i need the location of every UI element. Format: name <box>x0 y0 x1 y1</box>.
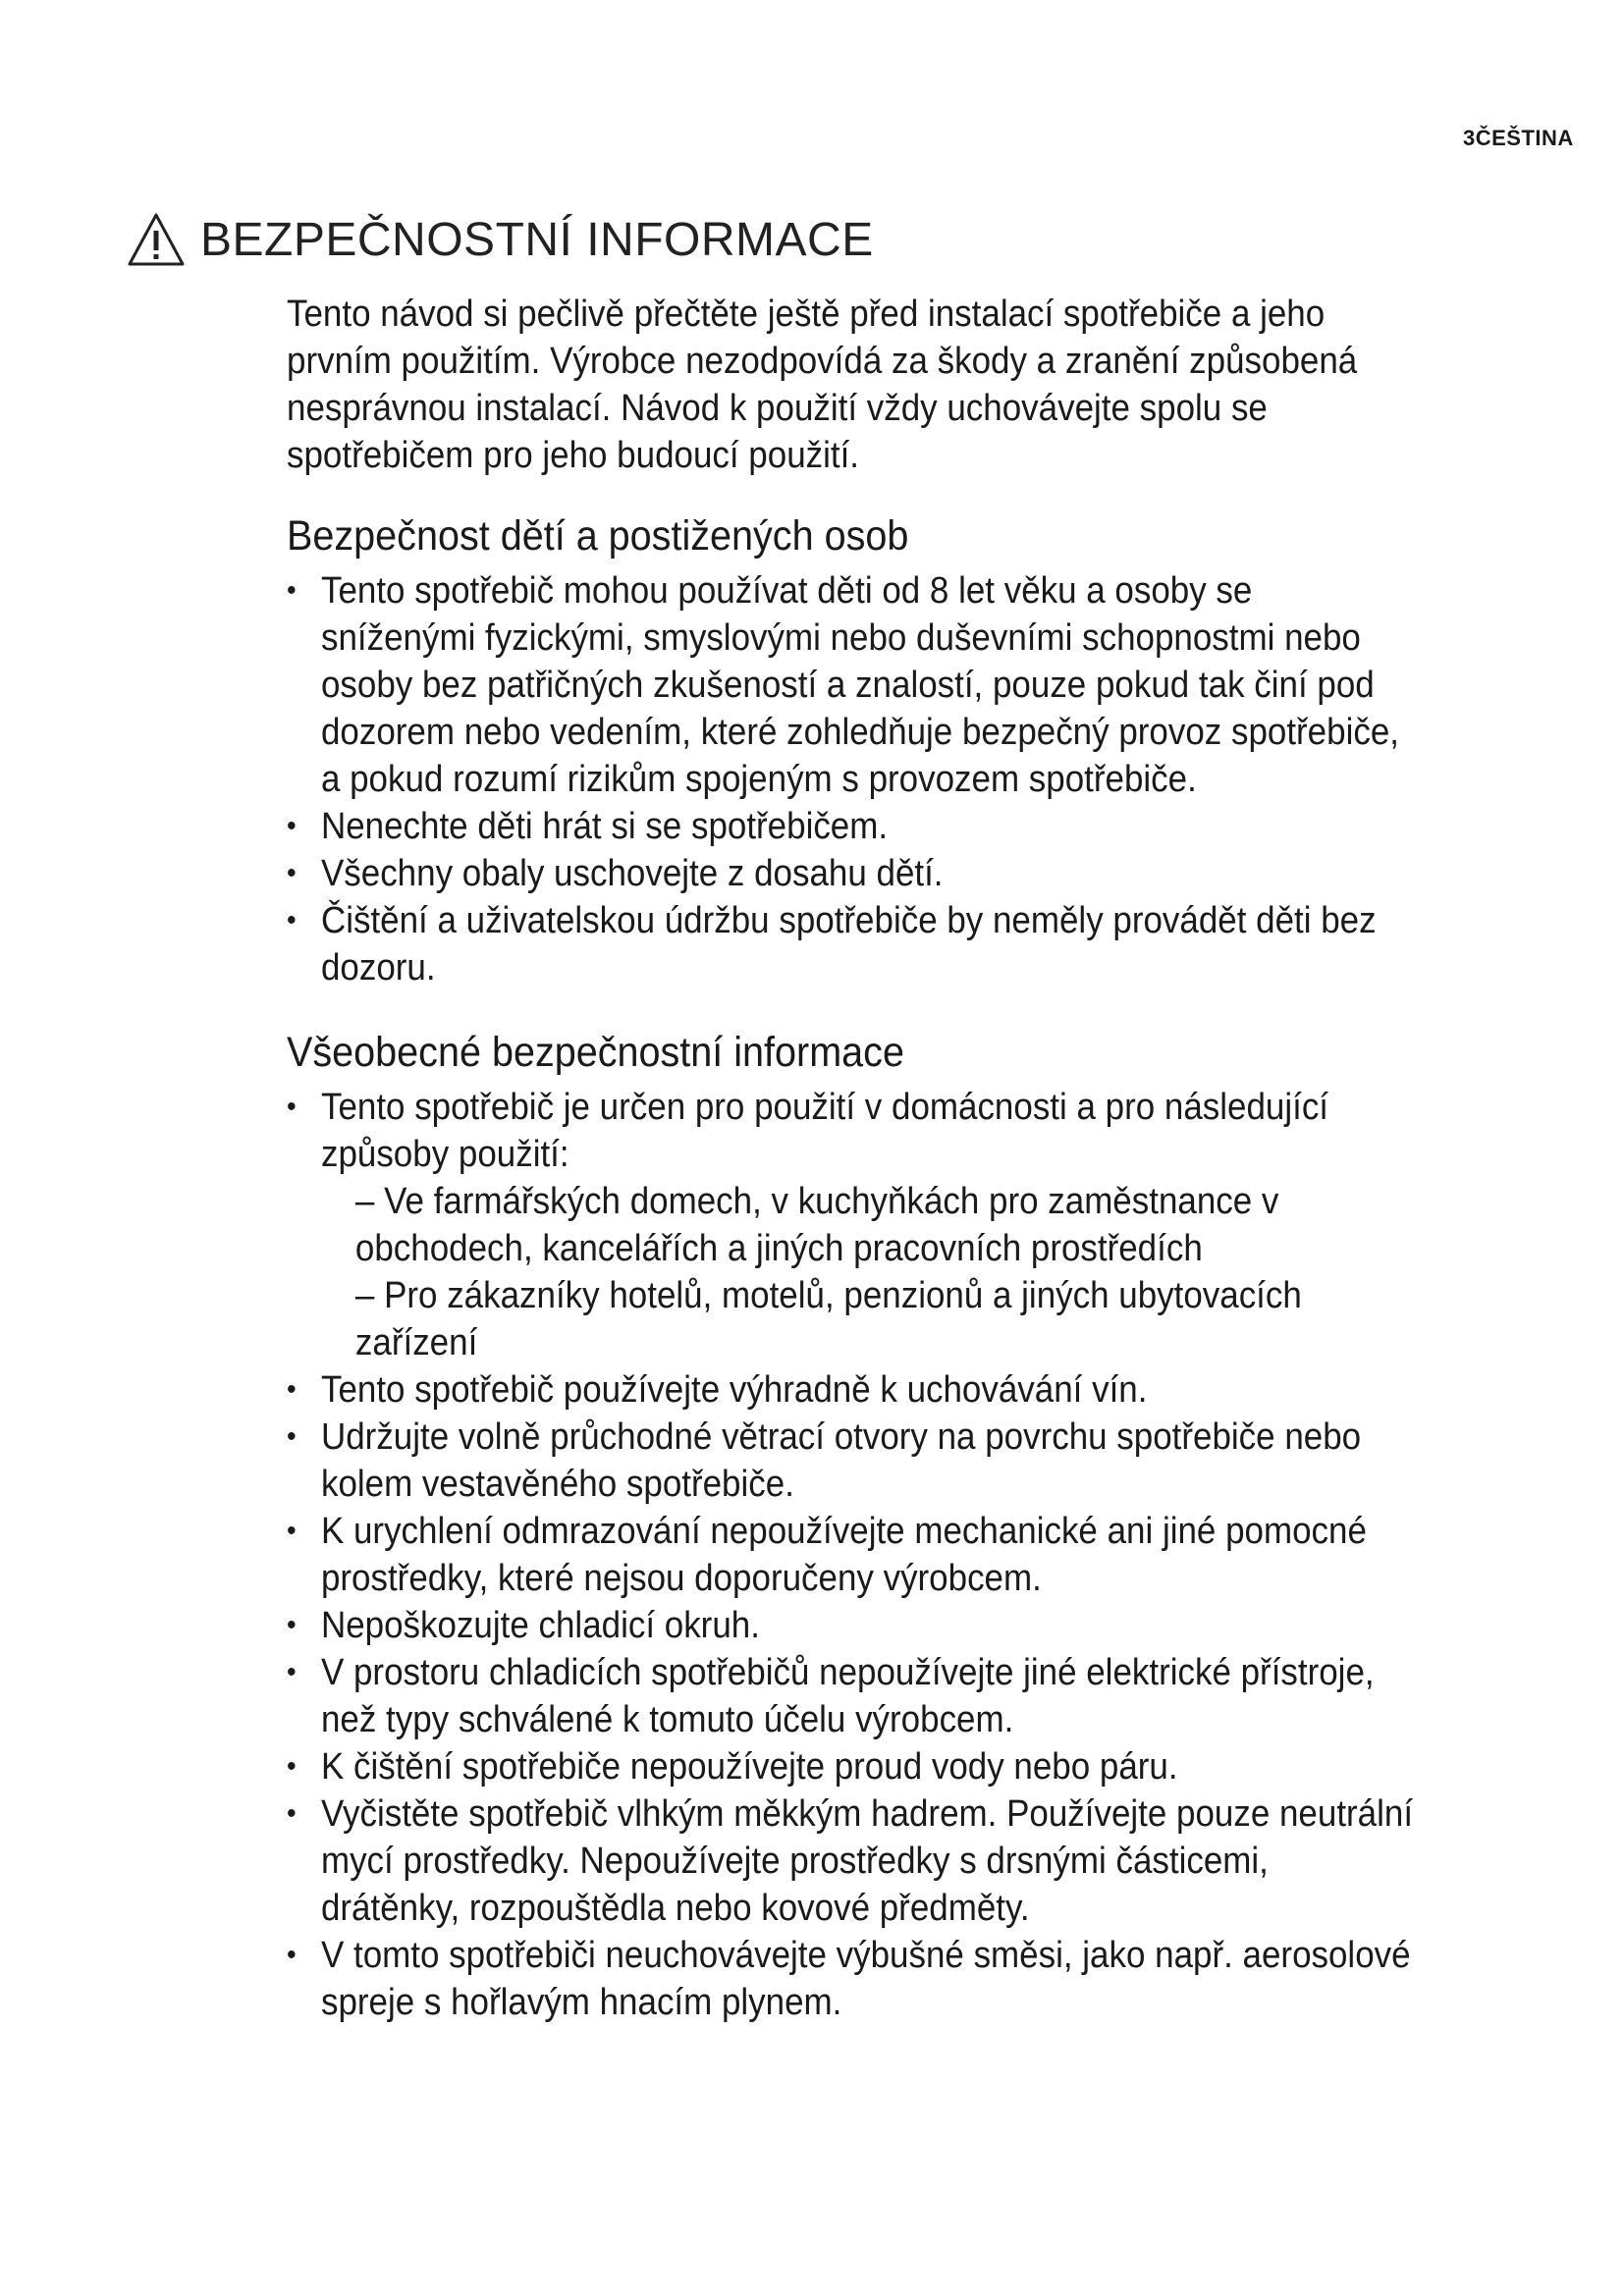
list-item: • Udržujte volně průchodné větrací otvory na povrchu spotřebiče nebo kolem vestavěného spotřebiče. <box>287 1414 1416 1508</box>
list-item: • K urychlení odmrazování nepoužívejte mechanické ani jiné pomocné prostředky, které nejsou doporučeny výrobcem. <box>287 1508 1416 1602</box>
list-item: • Vyčistěte spotřebič vlhkým měkkým hadrem. Používejte pouze neutrální mycí prostředky. Nepoužívejte prostředky s drsnými částicemi, drátěnky, rozpouštědla nebo kovové předměty. <box>287 1790 1416 1932</box>
section-title-text: BEZPEČNOSTNÍ INFORMACE <box>200 213 874 266</box>
usage-sub-list <box>321 1178 1416 1366</box>
list-item: • Čištění a uživatelskou údržbu spotřebiče by neměly provádět děti bez dozoru. <box>287 897 1416 991</box>
list-item-text: Tento spotřebič je určen pro použití v domácnosti a pro následující způsoby použití: <box>320 1087 1329 1175</box>
children-safety-list <box>287 567 1416 991</box>
document-content <box>287 291 1416 2026</box>
children-safety-heading: Bezpečnost dětí a postižených osob <box>287 512 909 560</box>
list-item: • Tento spotřebič mohou používat děti od 8 let věku a osoby se sníženými fyzickými, smyslovými nebo duševními schopnostmi nebo osoby bez patřičných zkušeností a znalostí, pouze pokud tak činí pod dozorem nebo vedením, které zohledňuje bezpečný provoz spotřebiče, a pokud rozumí rizikům spojeným s provozem spotřebiče. <box>287 567 1416 803</box>
sub-list-item: – Ve farmářských domech, v kuchyňkách pro zaměstnance v obchodech, kancelářích a jiných pracovních prostředích <box>354 1181 1279 1269</box>
list-item: • V tomto spotřebiči neuchovávejte výbušné směsi, jako např. aerosolové spreje s hořlavým hnacím plynem. <box>287 1932 1416 2026</box>
page-header-label: 3ČEŠTINA <box>1463 126 1574 150</box>
warning-triangle-icon <box>126 211 187 268</box>
general-safety-list <box>287 1084 1416 2026</box>
list-item: • Tento spotřebič používejte výhradně k uchovávání vín. <box>287 1366 1416 1414</box>
list-item: • Nepoškozujte chladicí okruh. <box>287 1602 1416 1649</box>
sub-list-item: – Pro zákazníky hotelů, motelů, penzionů a jiných ubytovacích zařízení <box>354 1275 1302 1363</box>
list-item: • K čištění spotřebiče nepoužívejte proud vody nebo páru. <box>287 1743 1416 1790</box>
list-item: • Všechny obaly uschovejte z dosahu dětí. <box>287 850 1416 897</box>
list-item: • V prostoru chladicích spotřebičů nepoužívejte jiné elektrické přístroje, než typy schválené k tomuto účelu výrobcem. <box>287 1649 1416 1743</box>
section-title <box>126 211 874 268</box>
list-item: • Nenechte děti hrát si se spotřebičem. <box>287 803 1416 850</box>
intro-paragraph: Tento návod si pečlivě přečtěte ještě před instalací spotřebiče a jeho prvním použitím. Výrobce nezodpovídá za škody a zranění způsobená nesprávnou instalací. Návod k použití vždy uchovávejte spolu se spotřebičem pro jeho budoucí použití. <box>287 294 1358 476</box>
general-safety-heading: Všeobecné bezpečnostní informace <box>287 1029 904 1076</box>
list-item <box>287 1084 1416 1366</box>
